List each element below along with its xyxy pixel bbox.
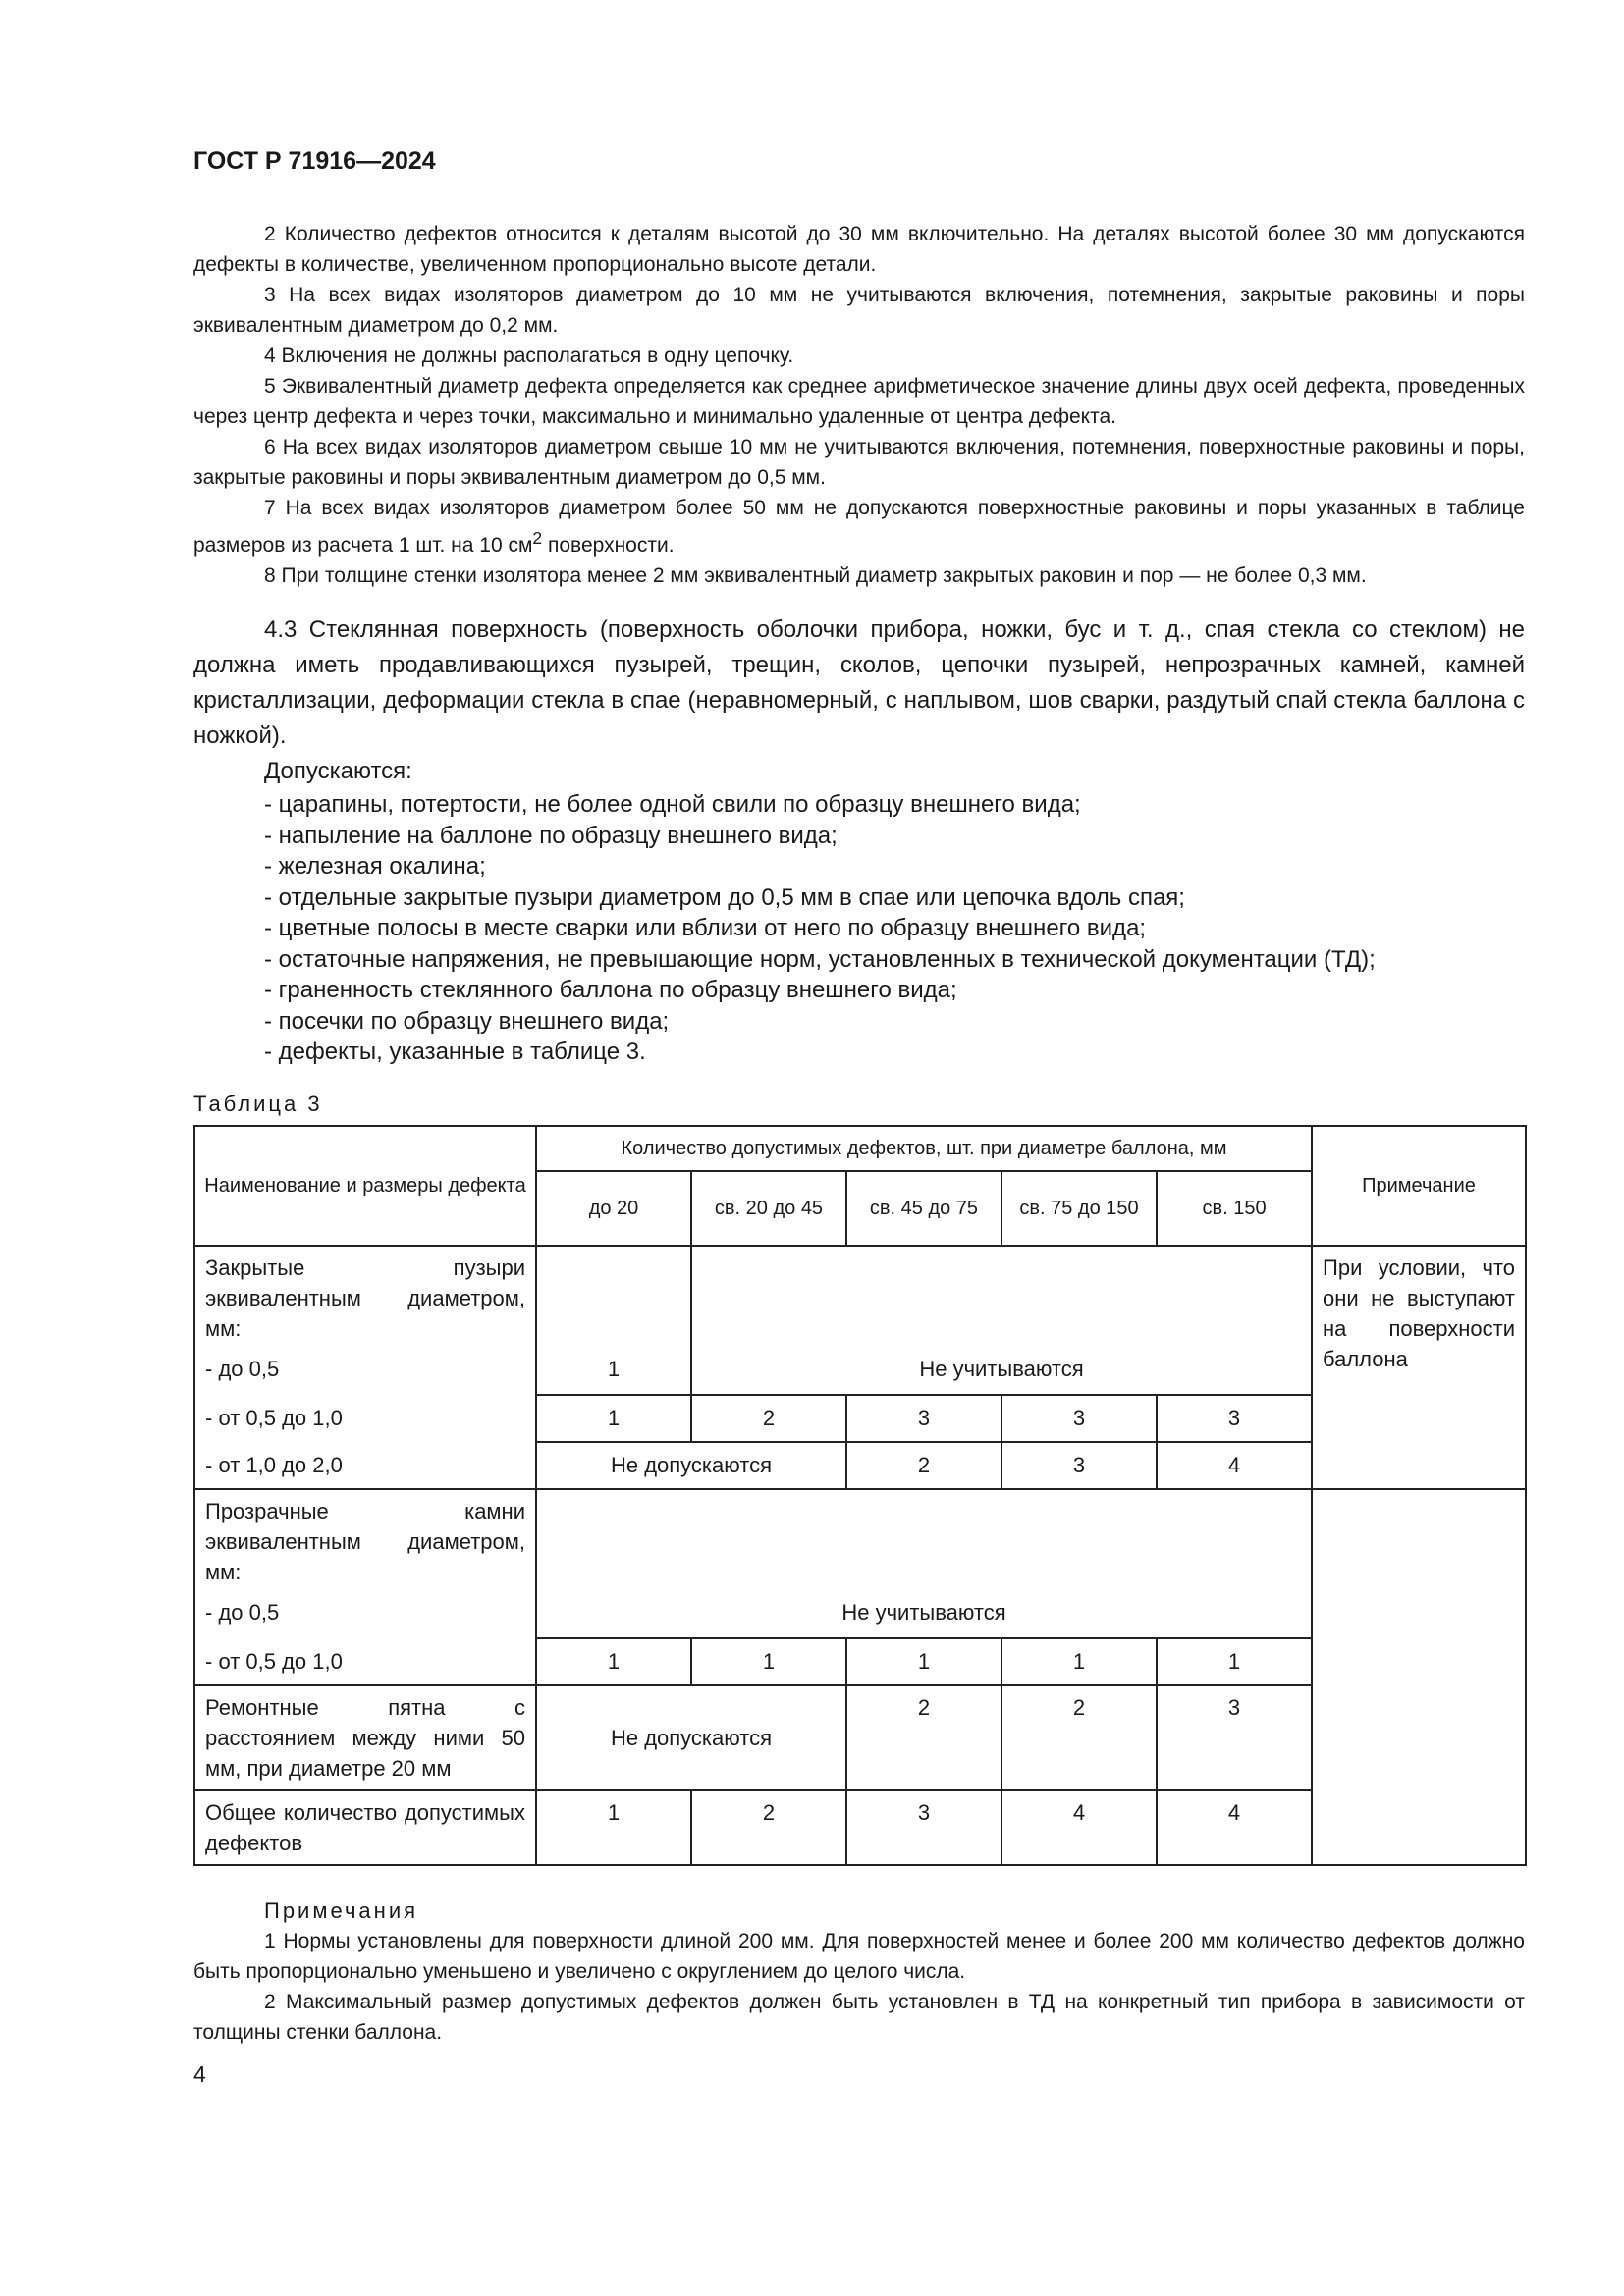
note-paragraph: 1 Нормы установлены для поверхности длиной 200 мм. Для поверхностей менее и более 200 мм количество дефектов должно быть пропорционально уменьшено и увеличено с округлением до целого числа. — [193, 1929, 1525, 1983]
cell-row-label: Ремонтные пятна с расстоянием между ними 50 мм, при диаметре 20 мм — [194, 1685, 536, 1790]
cell — [536, 1246, 691, 1344]
cell-span-text: Не учитываются — [691, 1344, 1312, 1395]
cell-row-label: Общее количество допустимых дефектов — [194, 1790, 536, 1865]
defects-table — [193, 1125, 1527, 1866]
cell-row-label: - от 0,5 до 1,0 — [194, 1395, 536, 1442]
cell-value: 2 — [846, 1442, 1001, 1489]
cell — [536, 1489, 1312, 1587]
section-paragraph: 4.3 Стеклянная поверхность (поверхность оболочки прибора, ножки, бус и т. д., спая стекла со стеклом) не должна иметь продавливающихся пузырей, трещин, сколов, цепочки пузырей, непрозрачных камней, камней кристаллизации, деформации стекла в спае (неравномерный, с наплывом, шов сварки, раздутый спай стекла баллона с ножкой). — [193, 616, 1525, 749]
intro-notes — [193, 219, 1525, 591]
page-number: 4 — [193, 2060, 206, 2087]
list-item: - дефекты, указанные в таблице 3. — [264, 1039, 646, 1065]
cell-value: 3 — [1001, 1442, 1157, 1489]
header-col-2: св. 20 до 45 — [691, 1171, 846, 1246]
header-col-3: св. 45 до 75 — [846, 1171, 1001, 1246]
list-item: - царапины, потертости, не более одной свили по образцу внешнего вида; — [264, 791, 1081, 818]
cell-value: 3 — [846, 1790, 1001, 1865]
note-paragraph: 8 При толщине стенки изолятора менее 2 мм эквивалентный диаметр закрытых раковин и пор — не более 0,3 мм. — [264, 564, 1367, 587]
cell-value: 2 — [846, 1685, 1001, 1790]
header-col-5: св. 150 — [1157, 1171, 1312, 1246]
cell-value: 4 — [1001, 1790, 1157, 1865]
header-remark: Примечание — [1312, 1126, 1526, 1246]
cell-value: 2 — [691, 1790, 846, 1865]
cell-group-title: Закрытые пузыри эквивалентным диаметром, мм: — [194, 1246, 536, 1344]
cell-value: 1 — [846, 1638, 1001, 1685]
note-7-text: 7 На всех видах изоляторов диаметром более 50 мм не допускаются поверхностные раковины и поры указанных в таблице размеров из расчета 1 шт. на 10 см — [193, 497, 1525, 557]
note-paragraph: 2 Количество дефектов относится к деталям высотой до 30 мм включительно. На деталях высотой более 30 мм допускаются дефекты в количестве, увеличенном пропорционально высоте детали. — [193, 223, 1525, 276]
cell-value: 1 — [1001, 1638, 1157, 1685]
note-paragraph — [193, 493, 1525, 561]
list-item: - отдельные закрытые пузыри диаметром до 0,5 мм в спае или цепочка вдоль спая; — [264, 883, 1185, 911]
cell-span-text: Не допускаются — [536, 1685, 846, 1790]
cell-value: 3 — [1001, 1395, 1157, 1442]
cell-row-label: - до 0,5 — [194, 1587, 536, 1638]
note-7-text-end: поверхности. — [542, 534, 675, 557]
cell-value: 4 — [1157, 1442, 1312, 1489]
cell-value: 4 — [1157, 1790, 1312, 1865]
list-item: - напыление на баллоне по образцу внешнего вида; — [264, 822, 838, 849]
header-col-1: до 20 — [536, 1171, 691, 1246]
list-item: - железная окалина; — [264, 853, 486, 880]
note-paragraph: 6 На всех видах изоляторов диаметром свыше 10 мм не учитываются включения, потемнения, поверхностные раковины и поры, закрытые раковины и поры эквивалентным диаметром до 0,5 мм. — [193, 436, 1525, 489]
allowed-list — [193, 789, 1525, 1068]
cell-value: 1 — [536, 1395, 691, 1442]
note-paragraph: 5 Эквивалентный диаметр дефекта определяется как среднее арифметическое значение длины двух осей дефекта, проведенных через центр дефекта и через точки, максимально и минимально удаленные от центра дефекта. — [193, 375, 1525, 428]
table-row — [194, 1489, 1526, 1587]
cell-row-label: - от 0,5 до 1,0 — [194, 1638, 536, 1685]
cell-value: 1 — [536, 1638, 691, 1685]
cell-value: 1 — [1157, 1638, 1312, 1685]
cell-span-text: Не учитываются — [536, 1587, 1312, 1638]
cell-value: 1 — [691, 1638, 846, 1685]
notes-title: Примечания — [264, 1897, 419, 1923]
note-7-superscript: 2 — [532, 528, 543, 548]
note-paragraph: 2 Максимальный размер допустимых дефектов должен быть установлен в ТД на конкретный тип прибора в зависимости от толщины стенки баллона. — [193, 1990, 1525, 2044]
cell — [691, 1246, 1312, 1344]
cell-value: 1 — [536, 1790, 691, 1865]
document-page — [193, 147, 1525, 2088]
section-4-3 — [193, 613, 1525, 1068]
list-item: - посечки по образцу внешнего вида; — [264, 1007, 670, 1035]
list-item: - цветные полосы в месте сварки или вблизи от него по образцу внешнего вида; — [264, 915, 1147, 941]
cell-row-label: - до 0,5 — [194, 1344, 536, 1395]
table-notes — [193, 1896, 1525, 2048]
note-paragraph: 3 На всех видах изоляторов диаметром до 10 мм не учитываются включения, потемнения, закрытые раковины и поры эквивалентным диаметром до 0,2 мм. — [193, 284, 1525, 337]
cell-value: 3 — [1157, 1395, 1312, 1442]
cell-value: 3 — [1157, 1685, 1312, 1790]
cell-value: 1 — [536, 1344, 691, 1395]
document-title: ГОСТ Р 71916—2024 — [193, 147, 436, 175]
cell-group-title: Прозрачные камни эквивалентным диаметром, мм: — [194, 1489, 536, 1587]
cell-value: 2 — [1001, 1685, 1157, 1790]
header-defect-name: Наименование и размеры дефекта — [194, 1126, 536, 1246]
cell-remark-empty — [1312, 1489, 1526, 1865]
list-item: - остаточные напряжения, не превышающие норм, установленных в технической документации (ТД); — [264, 945, 1376, 973]
cell-span-text: Не допускаются — [536, 1442, 846, 1489]
cell-value: 3 — [846, 1395, 1001, 1442]
list-item: - граненность стеклянного баллона по образцу внешнего вида; — [264, 977, 957, 1003]
cell-value: 2 — [691, 1395, 846, 1442]
table-caption: Таблица 3 — [193, 1091, 323, 1116]
header-col-4: св. 75 до 150 — [1001, 1171, 1157, 1246]
cell-remark: При условии, что они не выступают на поверхности баллона — [1312, 1246, 1526, 1489]
cell-row-label: - от 1,0 до 2,0 — [194, 1442, 536, 1489]
allowed-title: Допускаются: — [264, 758, 412, 784]
table-row — [194, 1246, 1526, 1344]
note-paragraph: 4 Включения не должны располагаться в одну цепочку. — [264, 345, 794, 367]
header-quantity-group: Количество допустимых дефектов, шт. при диаметре баллона, мм — [536, 1126, 1312, 1171]
